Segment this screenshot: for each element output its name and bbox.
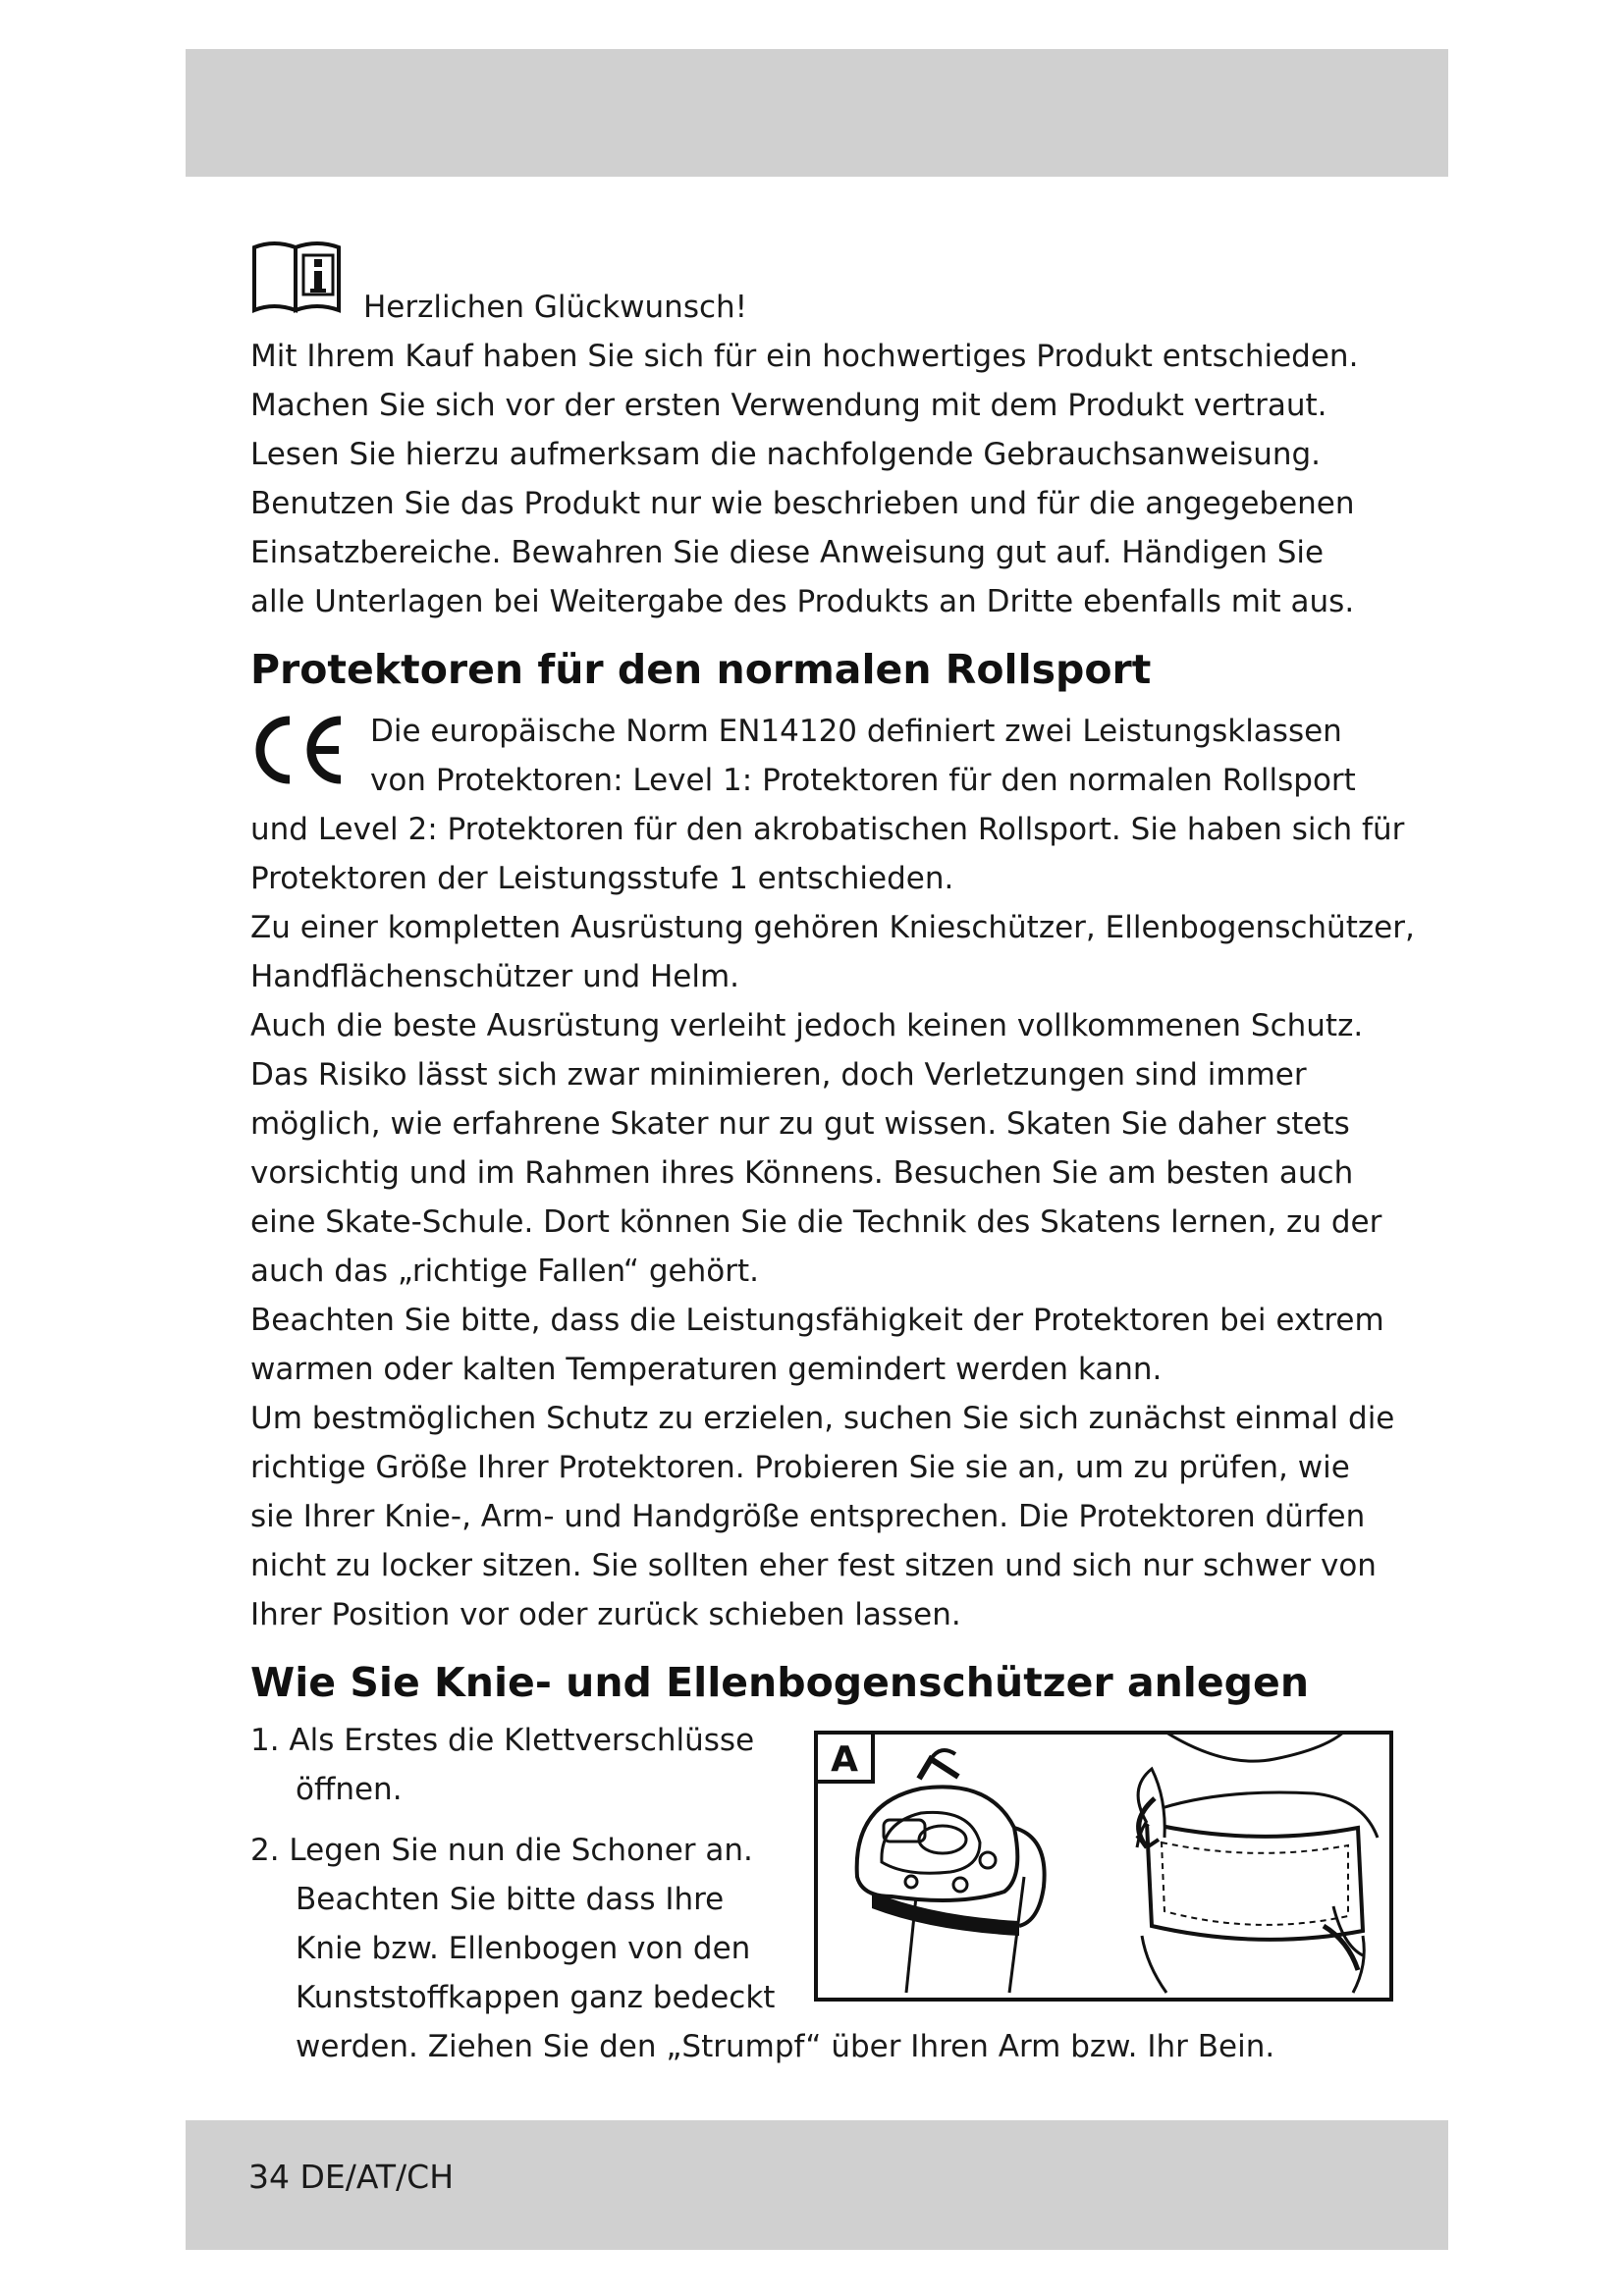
intro-paragraph (250, 332, 1358, 626)
text-line: Die europäische Norm EN14120 definiert zwei Leistungsklassen (370, 714, 1342, 749)
text-line: alle Unterlagen bei Weitergabe des Produkts an Dritte ebenfalls mit aus. (250, 584, 1355, 619)
text-line: Benutzen Sie das Produkt nur wie beschrieben und für die angegebenen (250, 486, 1355, 521)
text-line: Protektoren der Leistungsstufe 1 entschieden. (250, 861, 954, 896)
text-line: Handflächenschützer und Helm. (250, 959, 740, 994)
text-line: 1. Als Erstes die Klettverschlüsse (250, 1723, 755, 1758)
text-line: richtige Größe Ihrer Protektoren. Probieren Sie sie an, um zu prüfen, wie (250, 1450, 1350, 1485)
text-line: sie Ihrer Knie-, Arm- und Handgröße entsprechen. Die Protektoren dürfen (250, 1499, 1366, 1534)
text-line: von Protektoren: Level 1: Protektoren für den normalen Rollsport (370, 763, 1356, 798)
text-line: Zu einer kompletten Ausrüstung gehören Knieschützer, Ellenbogenschützer, (250, 910, 1415, 945)
text-line: Auch die beste Ausrüstung verleiht jedoch keinen vollkommenen Schutz. (250, 1008, 1364, 1043)
knee-pad-illustration (813, 1730, 1394, 2002)
text-line: nicht zu locker sitzen. Sie sollten eher fest sitzen und sich nur schwer von (250, 1548, 1377, 1583)
text-line: Kunststoffkappen ganz bedeckt (296, 1980, 776, 2015)
text-line: möglich, wie erfahrene Skater nur zu gut wissen. Skaten Sie daher stets (250, 1106, 1350, 1142)
step-1 (250, 1716, 754, 1814)
section-heading-anlegen: Wie Sie Knie- und Ellenbogenschützer anlegen (250, 1659, 1310, 1706)
text-line: auch das „richtige Fallen“ gehört. (250, 1254, 759, 1289)
section-heading-protektoren: Protektoren für den normalen Rollsport (250, 646, 1152, 693)
section1-paragraph (250, 805, 1415, 1639)
footer-bar (186, 2120, 1448, 2250)
figure-label: A (831, 1739, 858, 1780)
text-line: Um bestmöglichen Schutz zu erzielen, suchen Sie sich zunächst einmal die (250, 1401, 1395, 1436)
text-line: eine Skate-Schule. Dort können Sie die Technik des Skatens lernen, zu der (250, 1204, 1382, 1240)
text-line: Einsatzbereiche. Bewahren Sie diese Anweisung gut auf. Händigen Sie (250, 535, 1325, 570)
step-2 (250, 1826, 775, 2022)
text-line: vorsichtig und im Rahmen ihres Könnens. Besuchen Sie am besten auch (250, 1155, 1354, 1191)
text-line: und Level 2: Protektoren für den akrobatischen Rollsport. Sie haben sich für (250, 812, 1405, 847)
header-bar (186, 49, 1448, 177)
text-line: Beachten Sie bitte dass Ihre (296, 1882, 725, 1917)
text-line: warmen oder kalten Temperaturen gemindert werden kann. (250, 1352, 1163, 1387)
ce-mark-icon (250, 711, 349, 789)
info-book-icon (250, 236, 344, 316)
text-line: Beachten Sie bitte, dass die Leistungsfähigkeit der Protektoren bei extrem (250, 1303, 1384, 1338)
intro-greeting: Herzlichen Glückwunsch! (363, 290, 748, 325)
page-number: 34 DE/AT/CH (248, 2158, 455, 2196)
text-line: Knie bzw. Ellenbogen von den (296, 1931, 751, 1966)
text-line: 2. Legen Sie nun die Schoner an. (250, 1833, 753, 1868)
text-line: Machen Sie sich vor der ersten Verwendung mit dem Produkt vertraut. (250, 388, 1327, 423)
text-line: öffnen. (296, 1772, 403, 1807)
step-2-last-line: werden. Ziehen Sie den „Strumpf“ über Ihren Arm bzw. Ihr Bein. (296, 2029, 1275, 2064)
text-line: Lesen Sie hierzu aufmerksam die nachfolgende Gebrauchsanweisung. (250, 437, 1322, 472)
ce-paragraph (370, 707, 1356, 805)
text-line: Mit Ihrem Kauf haben Sie sich für ein hochwertiges Produkt entschieden. (250, 339, 1359, 374)
text-line: Ihrer Position vor oder zurück schieben lassen. (250, 1597, 961, 1632)
text-line: Das Risiko lässt sich zwar minimieren, doch Verletzungen sind immer (250, 1057, 1307, 1093)
